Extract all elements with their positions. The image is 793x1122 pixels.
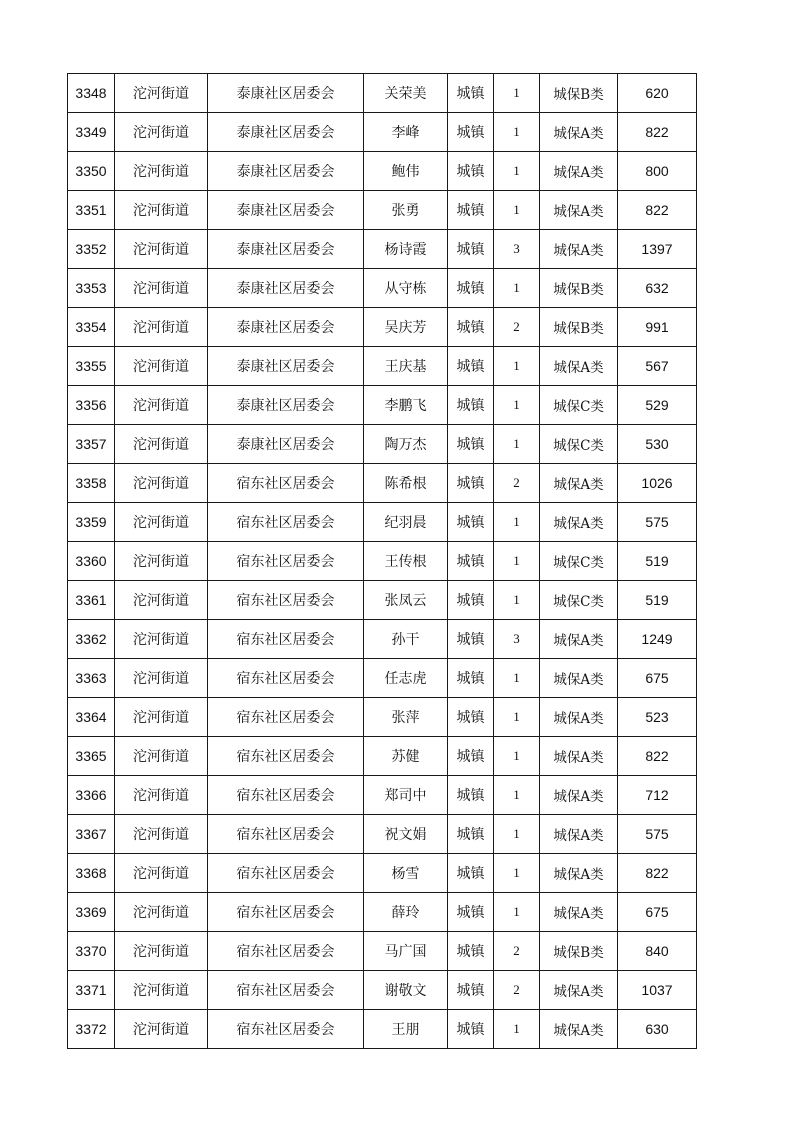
street-cell: 沱河街道 — [115, 893, 208, 932]
category-cell: 城保A类 — [540, 971, 618, 1010]
member-count-cell: 2 — [494, 464, 540, 503]
member-count-cell: 3 — [494, 230, 540, 269]
roster-body — [68, 74, 697, 1049]
amount-cell: 822 — [618, 737, 697, 776]
category-cell: 城保C类 — [540, 386, 618, 425]
member-count-cell: 1 — [494, 581, 540, 620]
table-row — [68, 581, 697, 620]
category-cell: 城保A类 — [540, 893, 618, 932]
household-type-cell: 城镇 — [448, 854, 494, 893]
row-id-cell: 3366 — [68, 776, 115, 815]
community-cell: 宿东社区居委会 — [208, 503, 364, 542]
community-cell: 泰康社区居委会 — [208, 113, 364, 152]
category-cell: 城保A类 — [540, 776, 618, 815]
name-cell: 王传根 — [364, 542, 448, 581]
street-cell: 沱河街道 — [115, 191, 208, 230]
member-count-cell: 2 — [494, 308, 540, 347]
table-row — [68, 74, 697, 113]
amount-cell: 632 — [618, 269, 697, 308]
row-id-cell: 3353 — [68, 269, 115, 308]
household-type-cell: 城镇 — [448, 620, 494, 659]
member-count-cell: 1 — [494, 386, 540, 425]
street-cell: 沱河街道 — [115, 971, 208, 1010]
community-cell: 泰康社区居委会 — [208, 386, 364, 425]
category-cell: 城保A类 — [540, 230, 618, 269]
row-id-cell: 3361 — [68, 581, 115, 620]
table-row — [68, 269, 697, 308]
street-cell: 沱河街道 — [115, 425, 208, 464]
street-cell: 沱河街道 — [115, 659, 208, 698]
street-cell: 沱河街道 — [115, 386, 208, 425]
member-count-cell: 1 — [494, 503, 540, 542]
table-row — [68, 698, 697, 737]
name-cell: 鲍伟 — [364, 152, 448, 191]
amount-cell: 991 — [618, 308, 697, 347]
community-cell: 泰康社区居委会 — [208, 152, 364, 191]
amount-cell: 675 — [618, 893, 697, 932]
amount-cell: 822 — [618, 191, 697, 230]
name-cell: 李峰 — [364, 113, 448, 152]
row-id-cell: 3358 — [68, 464, 115, 503]
amount-cell: 822 — [618, 113, 697, 152]
member-count-cell: 1 — [494, 74, 540, 113]
name-cell: 张勇 — [364, 191, 448, 230]
household-type-cell: 城镇 — [448, 308, 494, 347]
street-cell: 沱河街道 — [115, 230, 208, 269]
household-type-cell: 城镇 — [448, 737, 494, 776]
table-row — [68, 620, 697, 659]
member-count-cell: 2 — [494, 971, 540, 1010]
community-cell: 宿东社区居委会 — [208, 581, 364, 620]
member-count-cell: 1 — [494, 191, 540, 230]
table-row — [68, 464, 697, 503]
household-type-cell: 城镇 — [448, 464, 494, 503]
street-cell: 沱河街道 — [115, 932, 208, 971]
household-type-cell: 城镇 — [448, 152, 494, 191]
street-cell: 沱河街道 — [115, 776, 208, 815]
community-cell: 宿东社区居委会 — [208, 854, 364, 893]
amount-cell: 567 — [618, 347, 697, 386]
name-cell: 纪羽晨 — [364, 503, 448, 542]
name-cell: 孙干 — [364, 620, 448, 659]
name-cell: 谢敬文 — [364, 971, 448, 1010]
name-cell: 陈希根 — [364, 464, 448, 503]
amount-cell: 620 — [618, 74, 697, 113]
table-row — [68, 737, 697, 776]
amount-cell: 530 — [618, 425, 697, 464]
category-cell: 城保A类 — [540, 152, 618, 191]
amount-cell: 575 — [618, 815, 697, 854]
street-cell: 沱河街道 — [115, 542, 208, 581]
table-row — [68, 386, 697, 425]
household-type-cell: 城镇 — [448, 698, 494, 737]
table-row — [68, 191, 697, 230]
member-count-cell: 1 — [494, 425, 540, 464]
street-cell: 沱河街道 — [115, 503, 208, 542]
member-count-cell: 1 — [494, 776, 540, 815]
household-type-cell: 城镇 — [448, 230, 494, 269]
row-id-cell: 3349 — [68, 113, 115, 152]
row-id-cell: 3359 — [68, 503, 115, 542]
street-cell: 沱河街道 — [115, 269, 208, 308]
amount-cell: 840 — [618, 932, 697, 971]
member-count-cell: 1 — [494, 737, 540, 776]
name-cell: 李鹏飞 — [364, 386, 448, 425]
name-cell: 张萍 — [364, 698, 448, 737]
row-id-cell: 3372 — [68, 1010, 115, 1049]
table-row — [68, 230, 697, 269]
community-cell: 宿东社区居委会 — [208, 971, 364, 1010]
category-cell: 城保A类 — [540, 1010, 618, 1049]
name-cell: 关荣美 — [364, 74, 448, 113]
row-id-cell: 3369 — [68, 893, 115, 932]
household-type-cell: 城镇 — [448, 113, 494, 152]
community-cell: 宿东社区居委会 — [208, 815, 364, 854]
member-count-cell: 1 — [494, 893, 540, 932]
row-id-cell: 3364 — [68, 698, 115, 737]
street-cell: 沱河街道 — [115, 698, 208, 737]
member-count-cell: 1 — [494, 269, 540, 308]
category-cell: 城保C类 — [540, 425, 618, 464]
member-count-cell: 1 — [494, 815, 540, 854]
category-cell: 城保A类 — [540, 503, 618, 542]
member-count-cell: 1 — [494, 113, 540, 152]
category-cell: 城保A类 — [540, 815, 618, 854]
community-cell: 泰康社区居委会 — [208, 347, 364, 386]
member-count-cell: 2 — [494, 932, 540, 971]
row-id-cell: 3357 — [68, 425, 115, 464]
community-cell: 宿东社区居委会 — [208, 737, 364, 776]
category-cell: 城保C类 — [540, 542, 618, 581]
member-count-cell: 1 — [494, 152, 540, 191]
member-count-cell: 1 — [494, 1010, 540, 1049]
household-type-cell: 城镇 — [448, 1010, 494, 1049]
table-row — [68, 152, 697, 191]
household-type-cell: 城镇 — [448, 815, 494, 854]
amount-cell: 1026 — [618, 464, 697, 503]
community-cell: 泰康社区居委会 — [208, 425, 364, 464]
household-type-cell: 城镇 — [448, 542, 494, 581]
row-id-cell: 3371 — [68, 971, 115, 1010]
street-cell: 沱河街道 — [115, 581, 208, 620]
table-row — [68, 113, 697, 152]
community-cell: 宿东社区居委会 — [208, 620, 364, 659]
household-type-cell: 城镇 — [448, 893, 494, 932]
household-type-cell: 城镇 — [448, 191, 494, 230]
member-count-cell: 1 — [494, 347, 540, 386]
name-cell: 任志虎 — [364, 659, 448, 698]
community-cell: 宿东社区居委会 — [208, 1010, 364, 1049]
household-type-cell: 城镇 — [448, 932, 494, 971]
name-cell: 薛玲 — [364, 893, 448, 932]
community-cell: 宿东社区居委会 — [208, 464, 364, 503]
amount-cell: 575 — [618, 503, 697, 542]
street-cell: 沱河街道 — [115, 815, 208, 854]
category-cell: 城保C类 — [540, 581, 618, 620]
amount-cell: 822 — [618, 854, 697, 893]
amount-cell: 1249 — [618, 620, 697, 659]
row-id-cell: 3350 — [68, 152, 115, 191]
member-count-cell: 1 — [494, 659, 540, 698]
category-cell: 城保A类 — [540, 620, 618, 659]
household-type-cell: 城镇 — [448, 659, 494, 698]
household-type-cell: 城镇 — [448, 425, 494, 464]
street-cell: 沱河街道 — [115, 74, 208, 113]
category-cell: 城保A类 — [540, 659, 618, 698]
row-id-cell: 3354 — [68, 308, 115, 347]
row-id-cell: 3360 — [68, 542, 115, 581]
row-id-cell: 3368 — [68, 854, 115, 893]
row-id-cell: 3365 — [68, 737, 115, 776]
household-type-cell: 城镇 — [448, 776, 494, 815]
category-cell: 城保B类 — [540, 269, 618, 308]
category-cell: 城保A类 — [540, 347, 618, 386]
amount-cell: 529 — [618, 386, 697, 425]
table-row — [68, 347, 697, 386]
name-cell: 祝文娟 — [364, 815, 448, 854]
street-cell: 沱河街道 — [115, 737, 208, 776]
community-cell: 宿东社区居委会 — [208, 698, 364, 737]
name-cell: 苏健 — [364, 737, 448, 776]
table-row — [68, 776, 697, 815]
category-cell: 城保A类 — [540, 854, 618, 893]
amount-cell: 1397 — [618, 230, 697, 269]
table-row — [68, 1010, 697, 1049]
row-id-cell: 3351 — [68, 191, 115, 230]
category-cell: 城保A类 — [540, 737, 618, 776]
category-cell: 城保A类 — [540, 698, 618, 737]
category-cell: 城保B类 — [540, 932, 618, 971]
table-row — [68, 542, 697, 581]
street-cell: 沱河街道 — [115, 152, 208, 191]
street-cell: 沱河街道 — [115, 620, 208, 659]
category-cell: 城保A类 — [540, 113, 618, 152]
roster-table — [67, 73, 697, 1049]
household-type-cell: 城镇 — [448, 74, 494, 113]
name-cell: 王朋 — [364, 1010, 448, 1049]
street-cell: 沱河街道 — [115, 854, 208, 893]
row-id-cell: 3348 — [68, 74, 115, 113]
table-row — [68, 893, 697, 932]
amount-cell: 519 — [618, 542, 697, 581]
community-cell: 宿东社区居委会 — [208, 542, 364, 581]
street-cell: 沱河街道 — [115, 347, 208, 386]
community-cell: 泰康社区居委会 — [208, 230, 364, 269]
category-cell: 城保A类 — [540, 464, 618, 503]
name-cell: 杨诗霞 — [364, 230, 448, 269]
amount-cell: 630 — [618, 1010, 697, 1049]
category-cell: 城保B类 — [540, 308, 618, 347]
name-cell: 陶万杰 — [364, 425, 448, 464]
name-cell: 郑司中 — [364, 776, 448, 815]
name-cell: 杨雪 — [364, 854, 448, 893]
community-cell: 泰康社区居委会 — [208, 74, 364, 113]
street-cell: 沱河街道 — [115, 113, 208, 152]
table-row — [68, 503, 697, 542]
amount-cell: 519 — [618, 581, 697, 620]
household-type-cell: 城镇 — [448, 971, 494, 1010]
street-cell: 沱河街道 — [115, 308, 208, 347]
community-cell: 宿东社区居委会 — [208, 932, 364, 971]
household-type-cell: 城镇 — [448, 347, 494, 386]
amount-cell: 712 — [618, 776, 697, 815]
name-cell: 王庆基 — [364, 347, 448, 386]
community-cell: 宿东社区居委会 — [208, 659, 364, 698]
community-cell: 泰康社区居委会 — [208, 191, 364, 230]
name-cell: 张凤云 — [364, 581, 448, 620]
row-id-cell: 3356 — [68, 386, 115, 425]
table-row — [68, 659, 697, 698]
category-cell: 城保A类 — [540, 191, 618, 230]
row-id-cell: 3370 — [68, 932, 115, 971]
amount-cell: 675 — [618, 659, 697, 698]
community-cell: 宿东社区居委会 — [208, 776, 364, 815]
roster-sheet — [67, 73, 696, 1049]
row-id-cell: 3367 — [68, 815, 115, 854]
amount-cell: 800 — [618, 152, 697, 191]
table-row — [68, 308, 697, 347]
street-cell: 沱河街道 — [115, 464, 208, 503]
table-row — [68, 854, 697, 893]
household-type-cell: 城镇 — [448, 269, 494, 308]
amount-cell: 523 — [618, 698, 697, 737]
amount-cell: 1037 — [618, 971, 697, 1010]
row-id-cell: 3352 — [68, 230, 115, 269]
table-row — [68, 815, 697, 854]
row-id-cell: 3362 — [68, 620, 115, 659]
community-cell: 泰康社区居委会 — [208, 269, 364, 308]
member-count-cell: 1 — [494, 854, 540, 893]
name-cell: 吴庆芳 — [364, 308, 448, 347]
table-row — [68, 425, 697, 464]
member-count-cell: 1 — [494, 542, 540, 581]
household-type-cell: 城镇 — [448, 386, 494, 425]
name-cell: 从守栋 — [364, 269, 448, 308]
row-id-cell: 3355 — [68, 347, 115, 386]
category-cell: 城保B类 — [540, 74, 618, 113]
street-cell: 沱河街道 — [115, 1010, 208, 1049]
household-type-cell: 城镇 — [448, 581, 494, 620]
table-row — [68, 932, 697, 971]
name-cell: 马广国 — [364, 932, 448, 971]
member-count-cell: 3 — [494, 620, 540, 659]
row-id-cell: 3363 — [68, 659, 115, 698]
community-cell: 宿东社区居委会 — [208, 893, 364, 932]
member-count-cell: 1 — [494, 698, 540, 737]
household-type-cell: 城镇 — [448, 503, 494, 542]
community-cell: 泰康社区居委会 — [208, 308, 364, 347]
table-row — [68, 971, 697, 1010]
